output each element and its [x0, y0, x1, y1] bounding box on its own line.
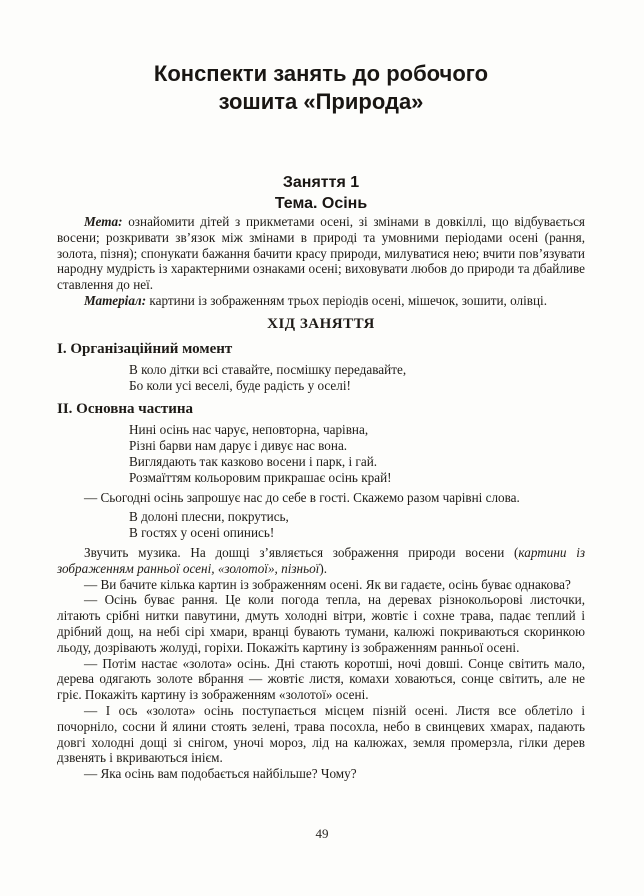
meta-paragraph	[57, 214, 585, 293]
dialogue-paragraph: — І ось «золота» осінь поступається місцем пізній осені. Листя все облетіло і почорніло, сосни й ялини стоять зелені, трава посохла, небо в свинцевих хмарах, падають довгі холодні дощі зі снігом, уночі мороз, лід на калюжах, земля промерзла, гілки дерев дзвенять і вкриваються інієм.	[57, 702, 585, 766]
section2-verse2	[129, 509, 585, 541]
section2-heading: ІІ. Основна частина	[57, 401, 194, 418]
verse-line: В коло дітки всі ставайте, посмішку передавайте,	[129, 361, 407, 377]
verse-line: В долоні плесни, покрутись,	[129, 509, 289, 525]
poem-line: Різні барви нам дарує і дивує нас вона.	[129, 438, 348, 454]
book-title-line2: зошита «Природа»	[218, 89, 424, 114]
meta-text: ознайомити дітей з прикметами осені, зі змінами в довкіллі, що відбувається восени; розкривати зв’язок між змінами в природі та умовними періодами осені (рання, золота, пізня); спонукати бажання бачити красу природи, милуватися нею; вчити пов’язувати народну мудрість із характерними ознаками осені; виховувати любов до природи та дбайливе ставлення до неї.	[57, 214, 585, 293]
material-text: картини із зображенням трьох періодів осені, мішечок, зошити, олівці.	[149, 292, 548, 308]
lesson-heading	[57, 172, 585, 214]
narration-end: ).	[319, 560, 328, 576]
narration-italic: картини із зображенням ранньої осені, «золотої», пізньої	[57, 544, 585, 576]
meta-label: Мета:	[84, 214, 123, 229]
material-label: Матеріал:	[84, 292, 147, 308]
section1-heading: І. Організаційний момент	[57, 340, 233, 357]
section1-verse	[129, 362, 585, 394]
dialogue-paragraph: — Ви бачите кілька картин із зображенням осені. Як ви гадаєте, осінь буває однакова?	[84, 576, 571, 592]
dialogue-paragraph: — Потім настає «золота» осінь. Дні стають коротші, ночі довші. Сонце світить мало, дерева одягають золоте вбрання — жовтіє листя, комахи ховаються, сонце світить, але не гріє. Покажіть картину із зображенням «золотої» осені.	[57, 655, 585, 703]
dialogue-paragraph: — Сьогодні осінь запрошує нас до себе в гості. Скажемо разом чарівні слова.	[84, 489, 520, 505]
dialogue-paragraph: — Яка осінь вам подобається найбільше? Чому?	[84, 766, 357, 782]
poem-line: Нині осінь нас чарує, неповторна, чарівна,	[129, 422, 369, 438]
book-title	[57, 60, 585, 116]
poem-line: Виглядають так казково восени і парк, і гай.	[129, 453, 378, 469]
verse-line: В гостях у осені опинись!	[129, 525, 275, 541]
dialogue-paragraph: — Осінь буває рання. Це коли погода тепла, на деревах різнокольорові листочки, літають срібні нитки павутини, дмуть холодні вітри, жовтіє і сохне трава, падає теплий і дрібний дощ, на небі сірі хмари, вранці бувають тумани, калюжі покриваються скоринкою льоду, дозрівають жолуді, горіхи. Покажіть картину із зображенням ранньої осені.	[57, 592, 585, 655]
lesson-topic: Тема. Осінь	[274, 195, 368, 212]
verse-line: Бо коли усі веселі, буде радість у оселі!	[129, 377, 351, 393]
book-title-line1: Конспекти занять до робочого	[153, 61, 489, 86]
course-heading: ХІД ЗАНЯТТЯ	[267, 315, 375, 332]
material-paragraph	[57, 293, 585, 309]
lesson-number: Заняття 1	[282, 174, 360, 191]
section2-poem	[129, 422, 585, 485]
narration-plain: Звучить музика. На дошці з’являється зображення природи восени (	[84, 544, 519, 560]
narration-paragraph	[57, 545, 585, 577]
poem-line: Розмаїттям кольоровим прикрашає осінь край!	[129, 469, 392, 485]
page-content	[57, 0, 585, 782]
page-number: 49	[315, 826, 329, 841]
